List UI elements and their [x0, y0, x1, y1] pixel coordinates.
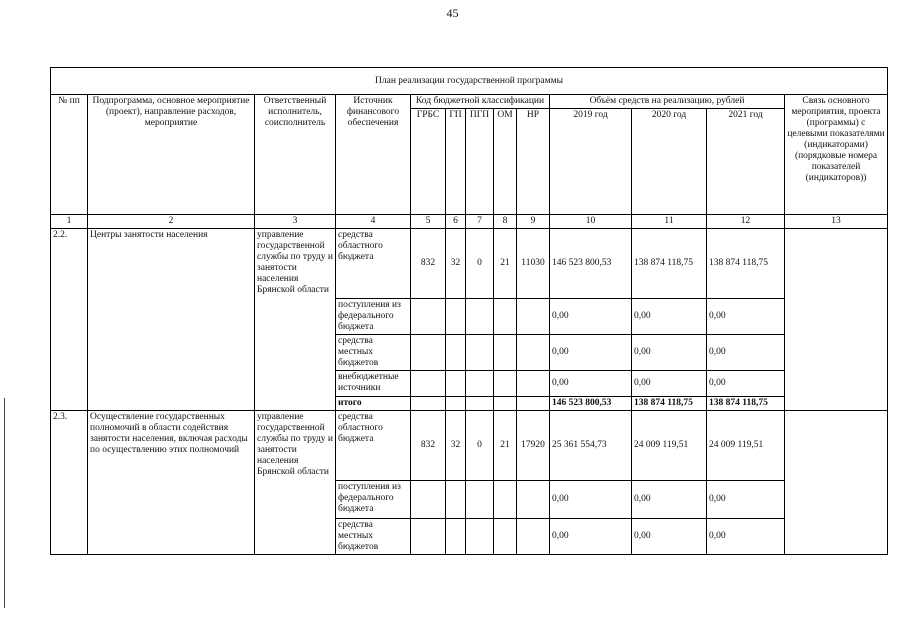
- row-2020: 138 874 118,75: [632, 397, 707, 411]
- row-om: 21: [494, 229, 517, 299]
- col-number: 6: [446, 215, 466, 229]
- col-number: 8: [494, 215, 517, 229]
- col-number: 10: [550, 215, 632, 229]
- row-num: 2.2.: [51, 229, 88, 411]
- col-number: 4: [336, 215, 411, 229]
- header-2019: 2019 год: [550, 109, 632, 215]
- row-2019: 25 361 554,73: [550, 411, 632, 481]
- header-funds: Объём средств на реализацию, рублей: [550, 95, 785, 109]
- row-pgp: 0: [466, 411, 494, 481]
- row-source: средства местных бюджетов: [336, 335, 411, 371]
- header-om: ОМ: [494, 109, 517, 215]
- row-source: средства местных бюджетов: [336, 519, 411, 555]
- row-source: поступления из федерального бюджета: [336, 299, 411, 335]
- row-gp: 32: [446, 411, 466, 481]
- row-2019: 0,00: [550, 481, 632, 519]
- row-2020: 0,00: [632, 481, 707, 519]
- row-2019: 146 523 800,53: [550, 397, 632, 411]
- col-number: 1: [51, 215, 88, 229]
- row-pgp: 0: [466, 229, 494, 299]
- row-2021: 0,00: [707, 299, 785, 335]
- col-number: 5: [411, 215, 446, 229]
- row-link: [785, 411, 888, 555]
- row-2019: 0,00: [550, 335, 632, 371]
- row-2019: 0,00: [550, 299, 632, 335]
- row-2019: 0,00: [550, 371, 632, 397]
- row-2021: 138 874 118,75: [707, 229, 785, 299]
- row-2019: 146 523 800,53: [550, 229, 632, 299]
- header-gp: ГП: [446, 109, 466, 215]
- header-executor: Ответственный исполнитель, соисполнитель: [255, 95, 336, 215]
- table-row: [51, 411, 888, 481]
- row-2020: 0,00: [632, 335, 707, 371]
- row-2021: 0,00: [707, 335, 785, 371]
- header-nr: НР: [517, 109, 550, 215]
- header-2020: 2020 год: [632, 109, 707, 215]
- header-2021: 2021 год: [707, 109, 785, 215]
- row-2020: 0,00: [632, 371, 707, 397]
- page-number: 45: [446, 6, 459, 20]
- col-number: 12: [707, 215, 785, 229]
- row-source-total: итого: [336, 397, 411, 411]
- row-grbs: 832: [411, 229, 446, 299]
- col-number: 7: [466, 215, 494, 229]
- header-source: Источник финансового обеспечения: [336, 95, 411, 215]
- row-source: средства областного бюджета: [336, 411, 411, 481]
- row-source: поступления из федерального бюджета: [336, 481, 411, 519]
- col-number: 11: [632, 215, 707, 229]
- row-gp: 32: [446, 229, 466, 299]
- row-source: внебюджетные источники: [336, 371, 411, 397]
- row-2021: 24 009 119,51: [707, 411, 785, 481]
- row-executor: управление государственной службы по труду и занятости населения Брянской области: [255, 411, 336, 555]
- plan-table: [50, 67, 888, 555]
- scan-margin-line: [4, 398, 5, 608]
- col-number: 13: [785, 215, 888, 229]
- row-2021: 0,00: [707, 519, 785, 555]
- col-number: 3: [255, 215, 336, 229]
- row-nr: 11030: [517, 229, 550, 299]
- row-2021: 0,00: [707, 481, 785, 519]
- row-2020: 0,00: [632, 299, 707, 335]
- row-link: [785, 229, 888, 411]
- row-2021: 0,00: [707, 371, 785, 397]
- header-budget-class: Код бюджетной классификации: [411, 95, 550, 109]
- row-om: 21: [494, 411, 517, 481]
- row-2020: 138 874 118,75: [632, 229, 707, 299]
- row-name: Центры занятости населения: [88, 229, 255, 411]
- col-number: 2: [88, 215, 255, 229]
- row-2021: 138 874 118,75: [707, 397, 785, 411]
- header-num: № пп: [51, 95, 88, 215]
- table-title: План реализации государственной программы: [51, 68, 888, 95]
- row-2020: 24 009 119,51: [632, 411, 707, 481]
- header-pgp: ПГП: [466, 109, 494, 215]
- header-subprogram: Подпрограмма, основное мероприятие (проект), направление расходов, мероприятие: [88, 95, 255, 215]
- row-2020: 0,00: [632, 519, 707, 555]
- row-grbs: 832: [411, 411, 446, 481]
- row-2019: 0,00: [550, 519, 632, 555]
- row-executor: управление государственной службы по труду и занятости населения Брянской области: [255, 229, 336, 411]
- col-number: 9: [517, 215, 550, 229]
- table-row: [51, 229, 888, 299]
- header-link: Связь основного мероприятия, проекта (программы) с целевыми показателями (индикаторами) (порядковые номера показателей (индикаторов)): [785, 95, 888, 215]
- row-source: средства областного бюджета: [336, 229, 411, 299]
- row-num: 2.3.: [51, 411, 88, 555]
- row-name: Осуществление государственных полномочий в области содействия занятости населения, включая расходы по осуществлению этих полномочий: [88, 411, 255, 555]
- row-nr: 17920: [517, 411, 550, 481]
- header-grbs: ГРБС: [411, 109, 446, 215]
